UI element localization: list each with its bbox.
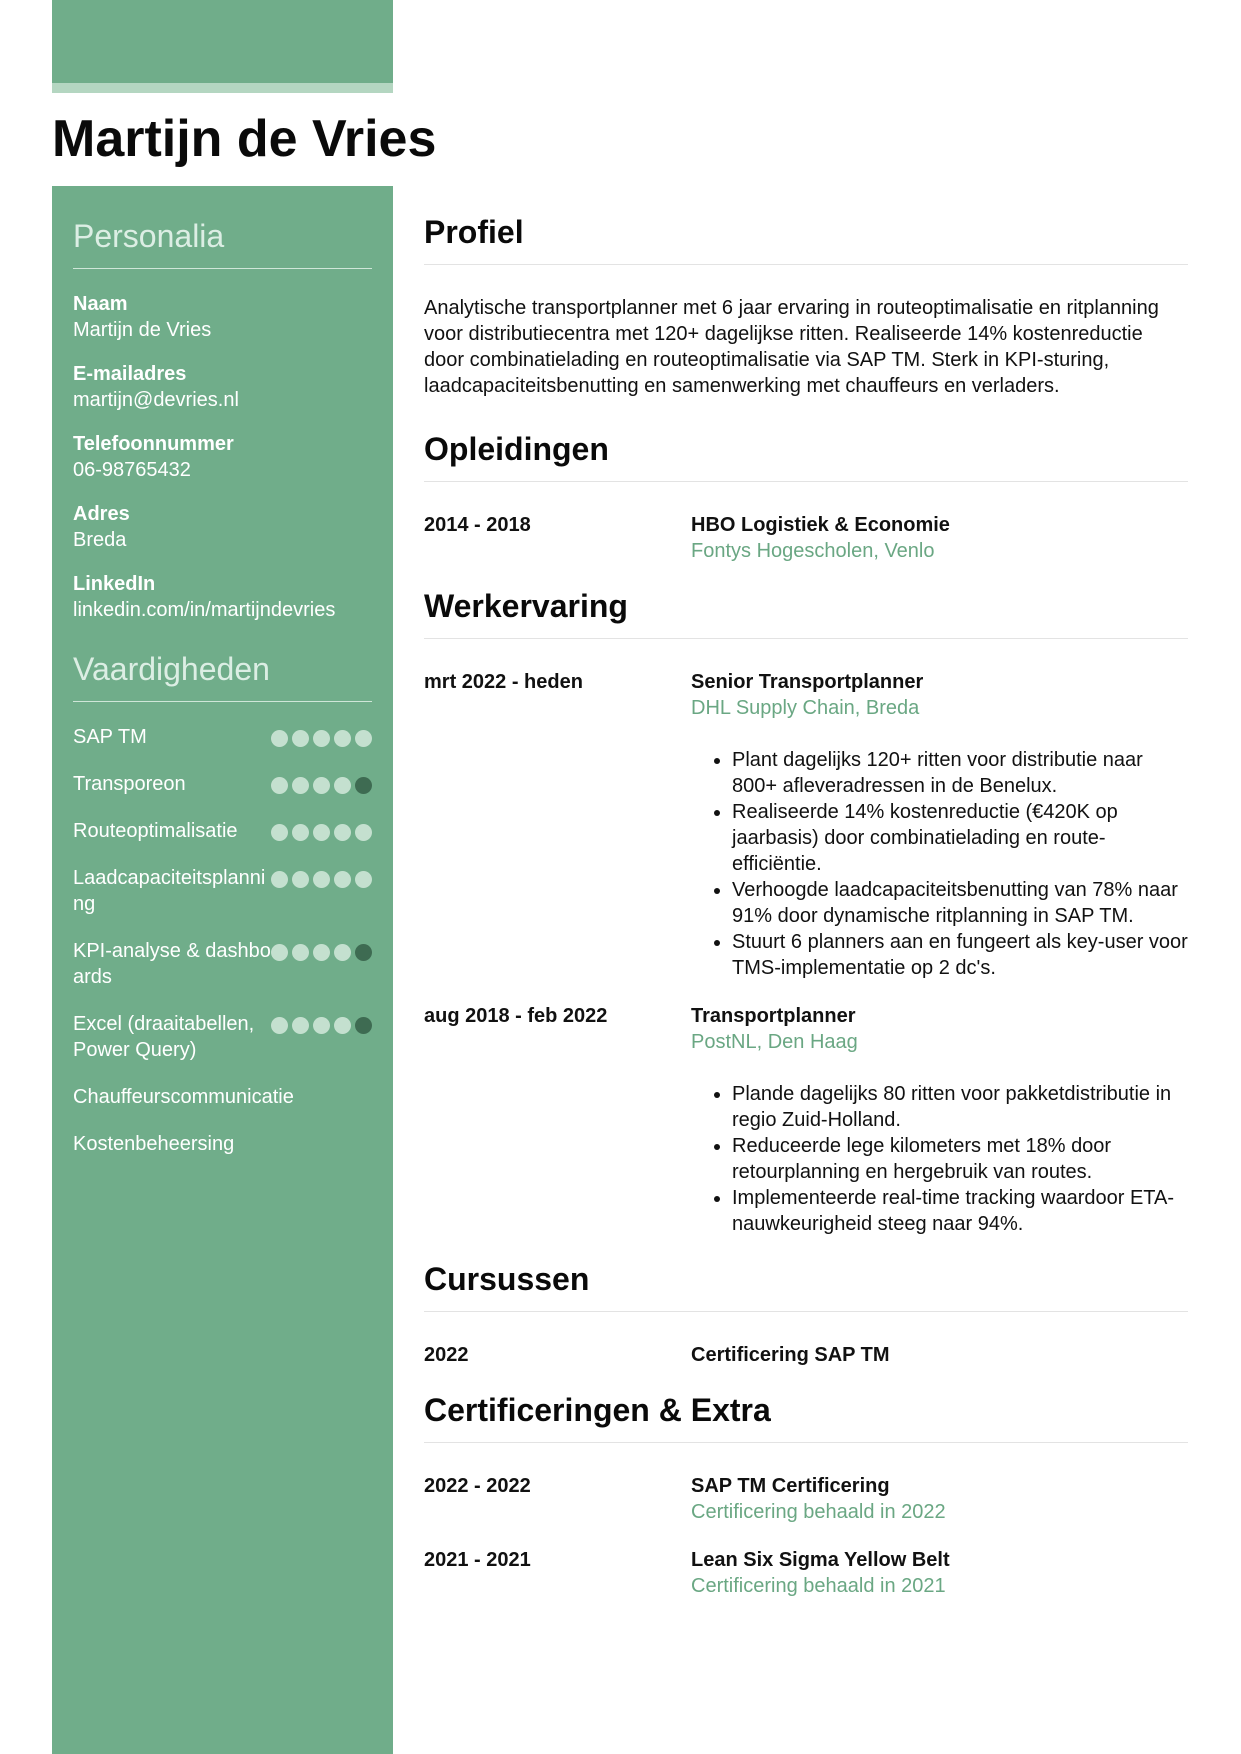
courses-section xyxy=(424,1259,1188,1368)
rating-dot xyxy=(355,871,372,888)
entry-title: HBO Logistiek & Economie xyxy=(691,514,950,536)
experience-section xyxy=(424,586,1188,1237)
section-title: Profiel xyxy=(424,214,524,250)
info-name xyxy=(73,291,372,343)
rating-dot xyxy=(355,777,372,794)
course-entry xyxy=(424,1342,1188,1368)
skills-heading: Vaardigheden xyxy=(73,651,270,687)
entry-date: 2014 - 2018 xyxy=(424,514,531,536)
bullet-item: • Realiseerde 14% kostenreductie (€420K op jaarbasis) door combinatielading en route-efficiëntie. xyxy=(732,799,1188,877)
rating-dot xyxy=(292,944,309,961)
info-email xyxy=(73,361,372,413)
info-phone xyxy=(73,431,372,483)
skill-item xyxy=(73,865,372,917)
education-section xyxy=(424,429,1188,564)
skill-name: SAP TM xyxy=(73,726,147,748)
rating-dot xyxy=(355,730,372,747)
rating-dot xyxy=(292,824,309,841)
main-content xyxy=(424,212,1188,1621)
certifications-section xyxy=(424,1390,1188,1599)
entry-body xyxy=(691,512,1188,564)
entry-title: Senior Transportplanner xyxy=(691,671,924,693)
skill-item xyxy=(73,1011,372,1063)
skill-item xyxy=(73,1084,372,1110)
divider xyxy=(424,638,1188,639)
entry-subtitle: DHL Supply Chain, Breda xyxy=(691,697,920,719)
rating-dot xyxy=(334,730,351,747)
bullet-item: • Verhoogde laadcapaciteitsbenutting van 78% naar 91% door dynamische ritplanning in SAP TM. xyxy=(732,877,1188,929)
entry-title: Certificering SAP TM xyxy=(691,1344,890,1366)
entry-date: mrt 2022 - heden xyxy=(424,671,583,693)
skill-rating xyxy=(271,730,372,747)
personal-heading: Personalia xyxy=(73,218,225,254)
entry-date: 2021 - 2021 xyxy=(424,1549,531,1571)
sidebar xyxy=(52,186,393,1754)
education-entry xyxy=(424,512,1188,564)
info-label: Telefoonnummer xyxy=(73,433,234,455)
skill-rating xyxy=(271,871,372,888)
rating-dot xyxy=(313,777,330,794)
bullet-list xyxy=(691,1081,1188,1237)
rating-dot xyxy=(271,777,288,794)
rating-dot xyxy=(292,1017,309,1034)
rating-dot xyxy=(355,944,372,961)
divider xyxy=(424,264,1188,265)
linkedin-link[interactable]: linkedin.com/in/martijndevries xyxy=(73,599,336,621)
rating-dot xyxy=(292,777,309,794)
rating-dot xyxy=(292,871,309,888)
bullet-list xyxy=(691,747,1188,981)
entry-date: 2022 - 2022 xyxy=(424,1475,531,1497)
skill-name: Kostenbeheersing xyxy=(73,1133,235,1155)
rating-dot xyxy=(313,730,330,747)
skill-name: Chauffeurscommunicatie xyxy=(73,1086,294,1108)
info-label: LinkedIn xyxy=(73,573,156,595)
divider xyxy=(424,481,1188,482)
info-label: Naam xyxy=(73,293,128,315)
entry-body xyxy=(691,1003,1188,1237)
experience-entry xyxy=(424,669,1188,981)
section-title: Certificeringen & Extra xyxy=(424,1392,771,1428)
skill-name: Excel (draaitabellen, Power Query) xyxy=(73,1013,255,1061)
bullet-item: • Plande dagelijks 80 ritten voor pakketdistributie in regio Zuid-Holland. xyxy=(732,1081,1188,1133)
entry-body xyxy=(691,1342,1188,1368)
rating-dot xyxy=(271,824,288,841)
skill-item xyxy=(73,724,372,750)
entry-subtitle: Fontys Hogescholen, Venlo xyxy=(691,540,935,562)
entry-title: Transportplanner xyxy=(691,1005,856,1027)
skill-rating xyxy=(271,824,372,841)
entry-body xyxy=(691,1547,1188,1599)
divider xyxy=(73,268,372,269)
bullet-item: • Stuurt 6 planners aan en fungeert als key-user voor TMS-implementatie op 2 dc's. xyxy=(732,929,1188,981)
certification-entry xyxy=(424,1547,1188,1599)
profile-text: Analytische transportplanner met 6 jaar ervaring in routeoptimalisatie en ritplanning voor distributiecentra met 120+ dagelijkse ritten. Realiseerde 14% kostenreductie door combinatielading en routeoptimalisatie via SAP TM. Sterk in KPI-sturing, laadcapaciteitsbenutting en samenwerking met chauffeurs en verladers. xyxy=(424,297,1159,397)
info-value: 06-98765432 xyxy=(73,459,191,481)
section-title: Opleidingen xyxy=(424,431,609,467)
skill-item xyxy=(73,1131,372,1157)
rating-dot xyxy=(271,944,288,961)
skill-item xyxy=(73,771,372,797)
rating-dot xyxy=(292,730,309,747)
entry-subtitle: Certificering behaald in 2021 xyxy=(691,1575,946,1597)
info-linkedin xyxy=(73,571,372,623)
info-value: Martijn de Vries xyxy=(73,319,212,341)
rating-dot xyxy=(334,777,351,794)
header-color-block xyxy=(52,0,393,83)
candidate-name: Martijn de Vries xyxy=(52,110,437,168)
rating-dot xyxy=(271,871,288,888)
info-label: E-mailadres xyxy=(73,363,187,385)
entry-title: SAP TM Certificering xyxy=(691,1475,890,1497)
skill-name: Laadcapaciteitsplanning xyxy=(73,867,266,915)
entry-subtitle: PostNL, Den Haag xyxy=(691,1031,858,1053)
profile-section xyxy=(424,212,1188,399)
rating-dot xyxy=(334,944,351,961)
info-value: Breda xyxy=(73,529,127,551)
skill-rating xyxy=(271,1017,372,1034)
skill-item xyxy=(73,818,372,844)
section-title: Werkervaring xyxy=(424,588,628,624)
experience-entry xyxy=(424,1003,1188,1237)
divider xyxy=(73,701,372,702)
skill-name: KPI-analyse & dashboards xyxy=(73,940,271,988)
entry-date: 2022 xyxy=(424,1344,469,1366)
skill-item xyxy=(73,938,372,990)
skill-rating xyxy=(271,777,372,794)
rating-dot xyxy=(313,871,330,888)
rating-dot xyxy=(334,1017,351,1034)
skill-rating xyxy=(271,944,372,961)
rating-dot xyxy=(334,871,351,888)
info-label: Adres xyxy=(73,503,130,525)
divider xyxy=(424,1311,1188,1312)
entry-title: Lean Six Sigma Yellow Belt xyxy=(691,1549,950,1571)
rating-dot xyxy=(355,824,372,841)
bullet-item: • Reduceerde lege kilometers met 18% door retourplanning en hergebruik van routes. xyxy=(732,1133,1188,1185)
rating-dot xyxy=(334,824,351,841)
rating-dot xyxy=(355,1017,372,1034)
bullet-item: • Implementeerde real-time tracking waardoor ETA-nauwkeurigheid steeg naar 94%. xyxy=(732,1185,1188,1237)
certification-entry xyxy=(424,1473,1188,1525)
rating-dot xyxy=(271,730,288,747)
bullet-item: • Plant dagelijks 120+ ritten voor distributie naar 800+ afleveradressen in de Benelux. xyxy=(732,747,1188,799)
section-title: Cursussen xyxy=(424,1261,590,1297)
rating-dot xyxy=(313,944,330,961)
info-address xyxy=(73,501,372,553)
rating-dot xyxy=(313,1017,330,1034)
header-accent-strip xyxy=(52,83,393,93)
skill-name: Transporeon xyxy=(73,773,186,795)
skill-name: Routeoptimalisatie xyxy=(73,820,238,842)
entry-date: aug 2018 - feb 2022 xyxy=(424,1005,608,1027)
divider xyxy=(424,1442,1188,1443)
entry-body xyxy=(691,1473,1188,1525)
rating-dot xyxy=(271,1017,288,1034)
entry-subtitle: Certificering behaald in 2022 xyxy=(691,1501,946,1523)
rating-dot xyxy=(313,824,330,841)
email-link[interactable]: martijn@devries.nl xyxy=(73,389,239,411)
entry-body xyxy=(691,669,1188,981)
